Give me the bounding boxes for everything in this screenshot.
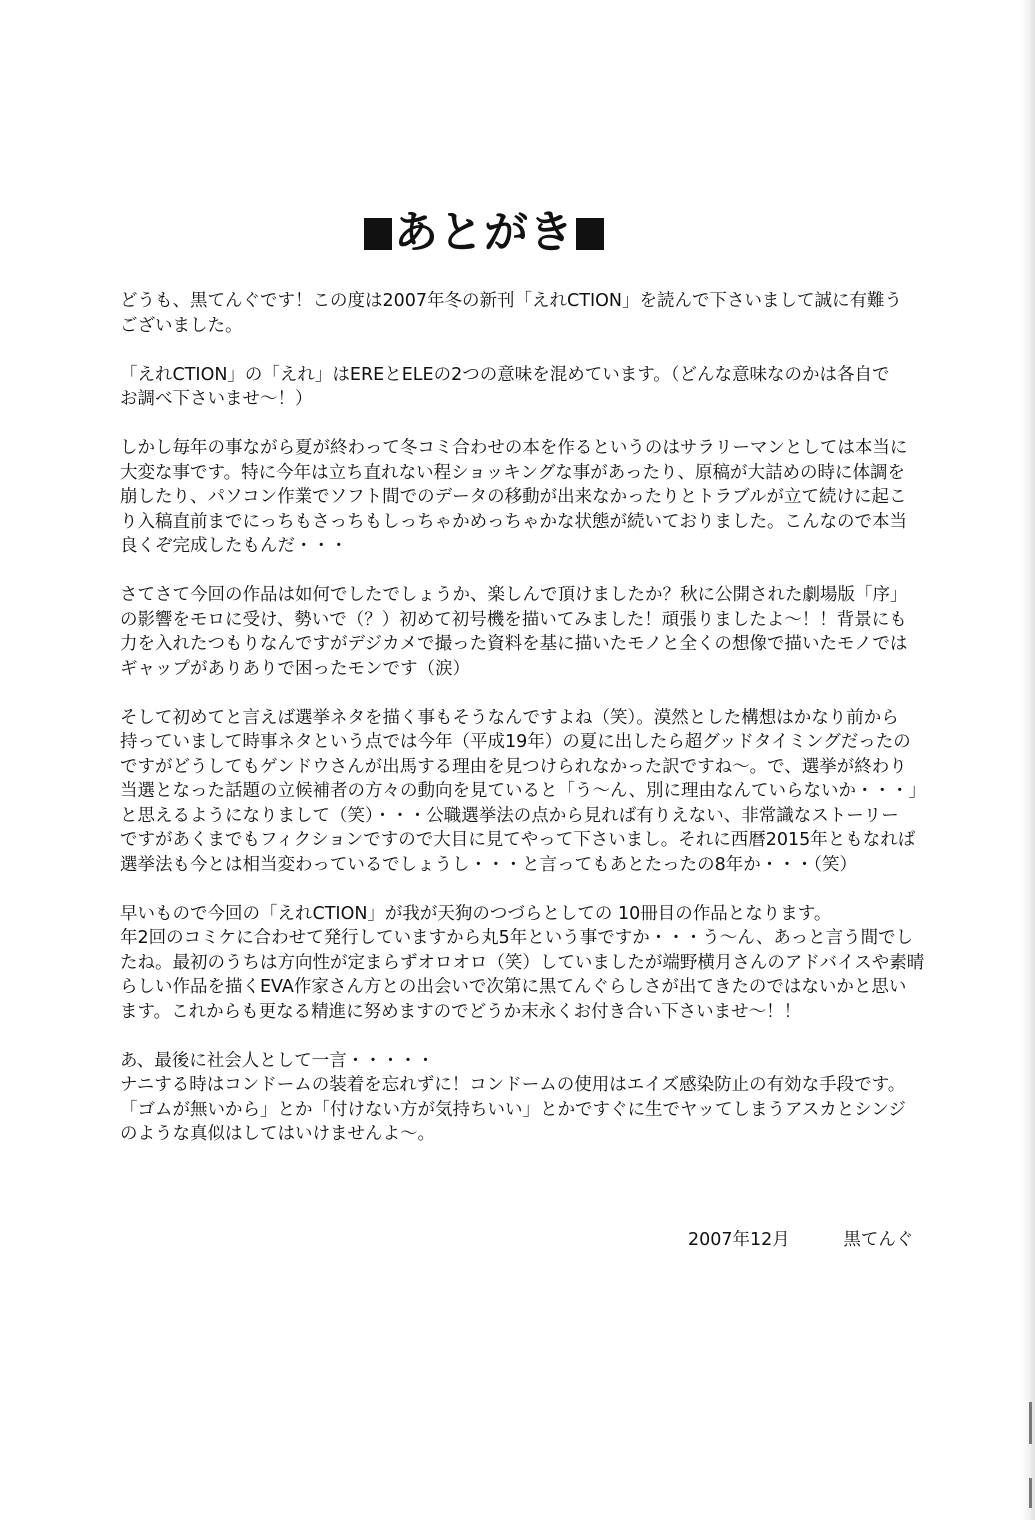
- square-bullet-icon: [364, 218, 392, 250]
- edge-mark: [1029, 1478, 1032, 1508]
- paragraph: [120, 583, 950, 681]
- signature: [688, 1228, 913, 1252]
- paragraph-line: 当選となった話題の立候補者の方々の動向を見ていると「う～ん、別に理由なんていらないか・・・」: [120, 781, 927, 801]
- paragraph-line: の影響をモロに受け、勢いで（？）初めて初号機を描いてみました！頑張りましたよ～！！背景にも: [120, 609, 907, 630]
- title-text: あとがき: [394, 207, 574, 259]
- paragraph-line: 大変な事です。特に今年は立ち直れない程ショッキングな事があったり、原稿が大詰めの時に体調を: [120, 462, 906, 483]
- signature-date: 2007年12月: [688, 1230, 790, 1250]
- signature-author: 黒てんぐ: [843, 1230, 914, 1250]
- paragraph-line: さてさて今回の作品は如何でしたでしょうか、楽しんで頂けましたか？秋に公開された劇場版「序」: [120, 585, 908, 605]
- paragraph-line: ございました。: [120, 315, 243, 336]
- paragraph-line: 「えれCTION」の「えれ」はEREとELEの2つの意味を混めています。（どんな意味なのかは各自で: [120, 364, 890, 385]
- paragraph: [120, 1049, 950, 1147]
- paragraph-line: たね。最初のうちは方向性が定まらずオロオロ（笑）していましたが端野横月さんのアドバイスや素晴: [120, 952, 925, 973]
- paragraph-line: ます。これからも更なる精進に努めますのでどうか末永くお付き合い下さいませ～！！: [120, 1001, 802, 1022]
- paragraph-line: そして初めてと言えば選挙ネタを描く事もそうなんですよね（笑）。漠然とした構想はかなり前から: [120, 707, 899, 728]
- paragraph-line: と思えるようになりまして（笑）・・・公職選挙法の点から見れば有りえない、非常識なストーリー: [120, 805, 899, 826]
- paragraph-line: 年2回のコミケに合わせて発行していますから丸5年という事ですか・・・う～ん、あっと言う間でし: [120, 928, 914, 948]
- paragraph-line: ナニする時はコンドームの装着を忘れずに！コンドームの使用はエイズ感染防止の有効な手段です。: [120, 1075, 906, 1095]
- paragraph: [120, 902, 950, 1025]
- paragraph: [120, 363, 950, 412]
- paragraph-line: 崩したり、パソコン作業でソフト間でのデータの移動が出来なかったりとトラブルが立て続けに起こ: [120, 487, 907, 507]
- paragraph: [120, 706, 950, 878]
- paragraph-line: 選挙法も今とは相当変わっているでしょうし・・・と言ってもあとたったの8年か・・・（笑）: [120, 854, 858, 875]
- square-bullet-icon: [576, 218, 604, 250]
- paragraph-line: 力を入れたつもりなんですがデジカメで撮った資料を基に描いたモノと全くの想像で描いたモノでは: [120, 634, 908, 654]
- paragraph-line: ギャップがありありで困ったモンです（涙）: [120, 658, 470, 679]
- paragraph-line: のような真似はしてはいけませんよ～。: [120, 1124, 435, 1144]
- afterword-body: [120, 289, 950, 1171]
- paragraph-line: どうも、黒てんぐです！この度は2007年冬の新刊「えれCTION」を読んで下さいまして誠に有難う: [120, 291, 902, 311]
- paragraph-line: 早いもので今回の「えれCTION」が我が天狗のつづらとしての 10冊目の作品となります。: [120, 903, 832, 924]
- paragraph-line: 良くぞ完成したもんだ・・・: [120, 536, 348, 556]
- paragraph-line: ですがあくまでもフィクションですので大目に見てやって下さいまし。それに西暦2015年ともなれば: [120, 830, 916, 850]
- paragraph: [120, 289, 950, 338]
- paragraph-line: しかし毎年の事ながら夏が終わって冬コミ合わせの本を作るというのはサラリーマンとしては本当に: [120, 438, 908, 458]
- page-edge: [1021, 0, 1035, 1520]
- paragraph-line: ですがどうしてもゲンドウさんが出馬する理由を見つけられなかった訳ですね～。で、選挙が終わり: [120, 756, 907, 777]
- paragraph-line: らしい作品を描くEVA作家さん方との出会いで次第に黒てんぐらしさが出てきたのではないかと思い: [120, 977, 907, 997]
- paragraph-line: 「ゴムが無いから」とか「付けない方が気持ちいい」とかですぐに生でヤッてしまうアスカとシンジ: [120, 1099, 906, 1120]
- paragraph-line: 持っていまして時事ネタという点では今年（平成19年）の夏に出したら超グッドタイミングだったの: [120, 732, 911, 752]
- edge-mark: [1029, 1402, 1032, 1444]
- paragraph-line: り入稿直前までにっちもさっちもしっちゃかめっちゃかな状態が続いておりました。こんなので本当: [120, 511, 907, 532]
- paragraph-line: お調べ下さいませ～！）: [120, 389, 313, 409]
- paragraph-line: あ、最後に社会人として一言・・・・・: [120, 1050, 435, 1071]
- paragraph: [120, 436, 950, 559]
- page-title: [0, 205, 968, 261]
